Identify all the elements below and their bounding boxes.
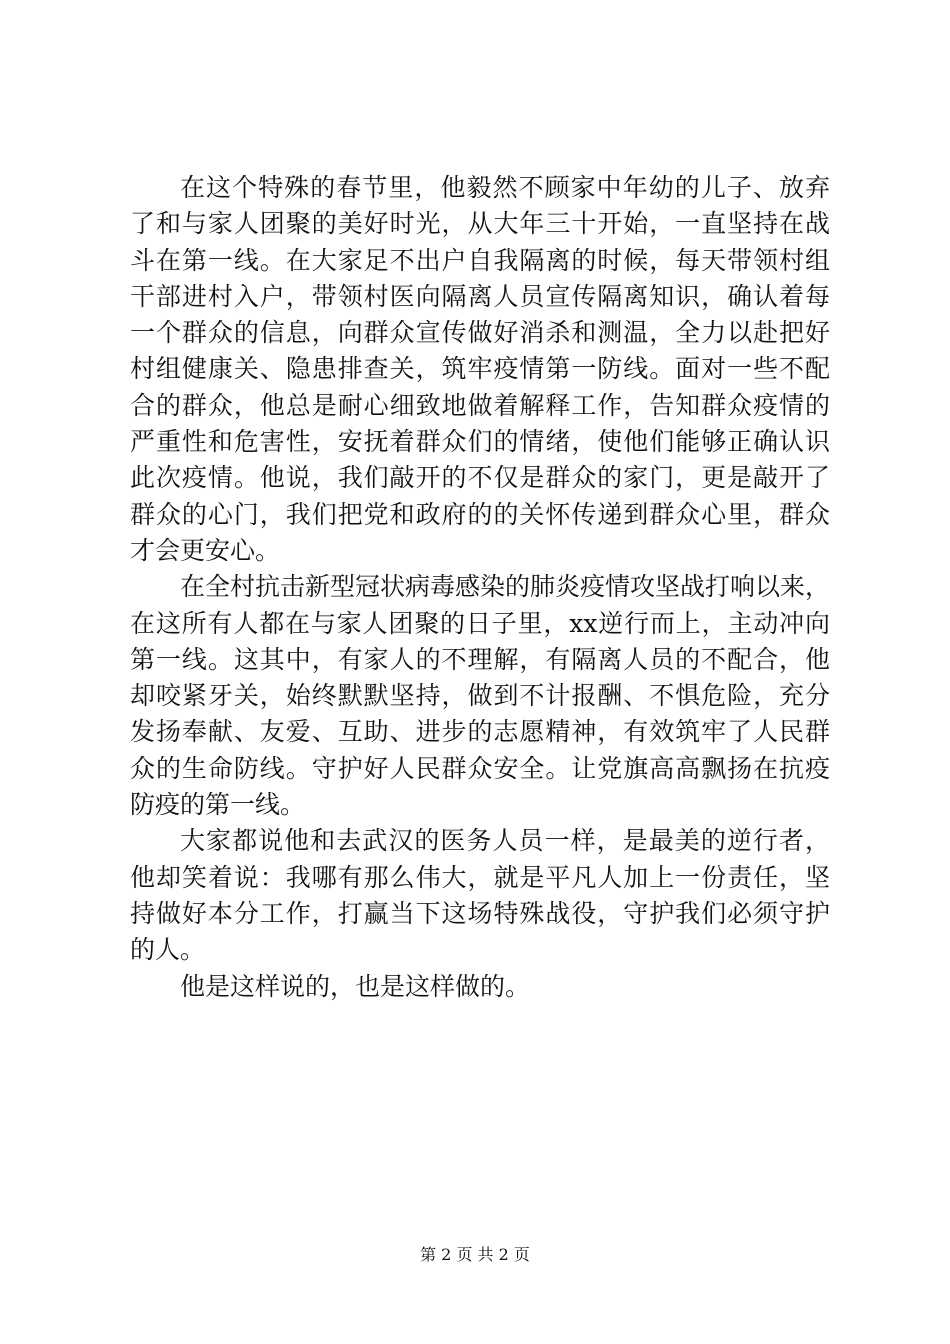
text-line: 群众的心门，我们把党和政府的的关怀传递到群众心里，群众 bbox=[130, 499, 830, 529]
text-line: 干部进村入户，带领村医向隔离人员宣传隔离知识，确认着每 bbox=[130, 281, 830, 311]
body-text bbox=[130, 170, 830, 1005]
text-line: 严重性和危害性，安抚着群众们的情绪，使他们能够正确认识 bbox=[130, 427, 830, 457]
text-line: 发扬奉献、友爱、互助、进步的志愿精神，有效筑牢了人民群 bbox=[130, 717, 830, 747]
text-line: 了和与家人团聚的美好时光，从大年三十开始，一直坚持在战 bbox=[130, 209, 830, 239]
page-number-footer: 第 2 页 共 2 页 bbox=[420, 1245, 530, 1264]
paragraph-3 bbox=[130, 823, 830, 968]
text-line: 的人。 bbox=[130, 935, 206, 965]
text-line: 斗在第一线。在大家足不出户自我隔离的时候，每天带领村组 bbox=[130, 245, 830, 275]
text-line: 持做好本分工作，打赢当下这场特殊战役，守护我们必须守护 bbox=[130, 898, 830, 928]
text-line: 在这所有人都在与家人团聚的日子里，xx逆行而上，主动冲向 bbox=[130, 608, 830, 638]
text-line: 此次疫情。他说，我们敲开的不仅是群众的家门，更是敲开了 bbox=[130, 463, 830, 493]
text-line: 众的生命防线。守护好人民群众安全。让党旗高高飘扬在抗疫 bbox=[130, 753, 830, 783]
text-line: 合的群众，他总是耐心细致地做着解释工作，告知群众疫情的 bbox=[130, 390, 830, 420]
text-line: 第一线。这其中，有家人的不理解，有隔离人员的不配合，他 bbox=[130, 644, 830, 674]
text-line: 他却笑着说：我哪有那么伟大，就是平凡人加上一份责任，坚 bbox=[130, 862, 830, 892]
text-line: 他是这样说的，也是这样做的。 bbox=[180, 971, 531, 1001]
text-line: 大家都说他和去武汉的医务人员一样，是最美的逆行者， bbox=[180, 826, 830, 856]
text-line: 在全村抗击新型冠状病毒感染的肺炎疫情攻坚战打响以来， bbox=[180, 572, 831, 602]
text-line: 才会更安心。 bbox=[130, 535, 281, 565]
text-line: 村组健康关、隐患排查关，筑牢疫情第一防线。面对一些不配 bbox=[130, 354, 830, 384]
text-line: 在这个特殊的春节里，他毅然不顾家中年幼的儿子、放弃 bbox=[180, 173, 830, 202]
text-line: 一个群众的信息，向群众宣传做好消杀和测温，全力以赴把好 bbox=[130, 318, 830, 348]
paragraph-1 bbox=[130, 170, 830, 569]
paragraph-2 bbox=[130, 569, 830, 823]
text-line: 却咬紧牙关，始终默默坚持，做到不计报酬、不惧危险，充分 bbox=[130, 681, 830, 711]
text-line: 防疫的第一线。 bbox=[130, 790, 306, 820]
paragraph-4 bbox=[130, 969, 830, 1005]
